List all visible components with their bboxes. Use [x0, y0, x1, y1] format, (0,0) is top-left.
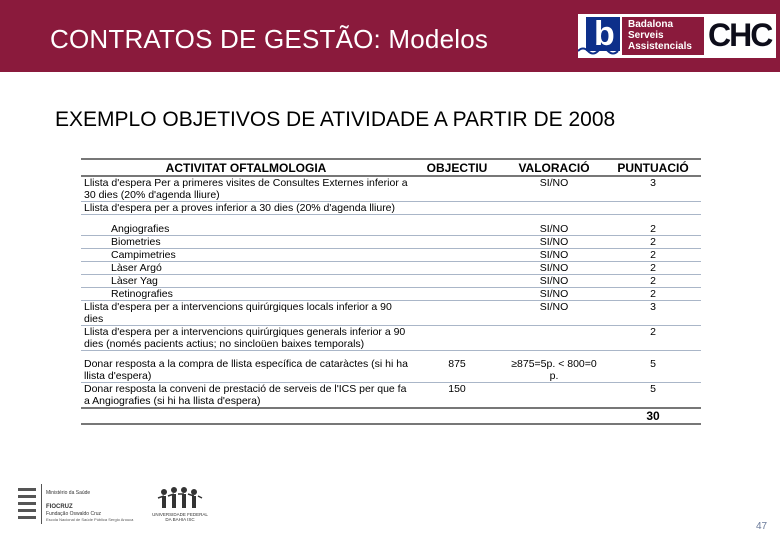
activity-cell: [81, 350, 411, 358]
score-cell: 2: [605, 248, 701, 261]
valuation-cell: SI/NO: [503, 176, 605, 202]
slide-subtitle: EXEMPLO OBJETIVOS DE ATIVIDADE A PARTIR DE 2008: [55, 108, 616, 131]
badalona-b-icon: b: [586, 17, 620, 51]
logo-line-2: Serveis: [628, 30, 664, 41]
page-title: CONTRATOS DE GESTÃO: Modelos: [50, 24, 489, 54]
score-cell: 2: [605, 325, 701, 350]
wave-icon: [578, 46, 622, 56]
score-cell: 5: [605, 383, 701, 409]
logo-line-3: Assistencials: [628, 41, 692, 52]
objective-cell: [411, 325, 503, 350]
valuation-cell: ≥875=5p. < 800=0 p.: [503, 358, 605, 383]
activity-cell: Làser Yag: [81, 274, 411, 287]
total-score: 30: [605, 408, 701, 424]
table-row: [81, 287, 701, 300]
objective-cell: [411, 202, 503, 215]
activity-cell: Llista d'espera per a proves inferior a 30 dies (20% d'agenda lliure): [81, 202, 411, 215]
table-row: [81, 248, 701, 261]
fiocruz-line-4: Escola Nacional de Saúde Pública Sergio Arouca: [46, 517, 134, 522]
table-row: [81, 300, 701, 325]
score-cell: 3: [605, 176, 701, 202]
table-spacer-row: [81, 215, 701, 223]
score-cell: 2: [605, 235, 701, 248]
header-valuation: VALORACIÓ: [503, 159, 605, 176]
fiocruz-logo: [14, 484, 144, 526]
table-row: [81, 261, 701, 274]
fiocruz-line-2: FIOCRUZ: [46, 504, 73, 510]
score-cell: 3: [605, 300, 701, 325]
score-cell: 5: [605, 358, 701, 383]
activity-cell: Campimetries: [81, 248, 411, 261]
objectives-table: [81, 158, 701, 425]
objective-cell: [411, 261, 503, 274]
table-row: [81, 235, 701, 248]
activity-cell: Llista d'espera Per a primeres visites de Consultes Externes inferior a 30 dies (20% d'agenda lliure): [81, 176, 411, 202]
score-cell: 2: [605, 274, 701, 287]
header-objective: OBJECTIU: [411, 159, 503, 176]
objective-cell: 150: [411, 383, 503, 409]
badalona-logo-text: [622, 17, 704, 55]
activity-cell: Donar resposta la conveni de prestació de serveis de l'ICS per que fa a Angiografies (si hi ha llista d'espera): [81, 383, 411, 409]
objective-cell: [411, 287, 503, 300]
chc-logo-text: CHC: [708, 17, 772, 53]
badalona-chc-logo: [578, 14, 776, 58]
table-row: [81, 358, 701, 383]
valuation-cell: [503, 325, 605, 350]
valuation-cell: [503, 202, 605, 215]
fiocruz-line-1: Ministério da Saúde: [46, 490, 91, 496]
activity-cell: Angiografies: [81, 223, 411, 236]
objective-cell: [411, 300, 503, 325]
table-row: [81, 274, 701, 287]
objective-cell: [411, 223, 503, 236]
activity-cell: Llista d'espera per a intervencions quirúrgiques generals inferior a 90 dies (només pacients actius; no sincloüen baixes temporals): [81, 325, 411, 350]
valuation-cell: SI/NO: [503, 235, 605, 248]
table-header-row: [81, 159, 701, 176]
objectives-table-container: [81, 158, 701, 425]
fiocruz-line-3: Fundação Oswaldo Cruz: [46, 511, 102, 517]
valuation-cell: SI/NO: [503, 274, 605, 287]
activity-cell: Làser Argó: [81, 261, 411, 274]
objective-cell: [411, 274, 503, 287]
objective-cell: [411, 235, 503, 248]
score-cell: 2: [605, 261, 701, 274]
score-cell: 2: [605, 287, 701, 300]
valuation-cell: SI/NO: [503, 287, 605, 300]
objective-cell: 875: [411, 358, 503, 383]
table-body: [81, 176, 701, 408]
score-cell: [605, 202, 701, 215]
activity-cell: Biometries: [81, 235, 411, 248]
header-bar: [0, 0, 780, 72]
people-group-icon: [150, 486, 210, 512]
table-row: [81, 223, 701, 236]
activity-cell: Donar resposta a la compra de llista específica de cataràctes (si hi ha llista d'espera): [81, 358, 411, 383]
valuation-cell: SI/NO: [503, 300, 605, 325]
table-total-row: [81, 408, 701, 424]
logo-line-1: Badalona: [628, 19, 674, 30]
score-cell: [605, 215, 701, 223]
table-row: [81, 176, 701, 202]
activity-cell: [81, 215, 411, 223]
objective-cell: [411, 176, 503, 202]
ufba-isc-logo: [150, 486, 210, 530]
activity-cell: Retinografies: [81, 287, 411, 300]
valuation-cell: [503, 215, 605, 223]
valuation-cell: [503, 350, 605, 358]
activity-cell: Llista d'espera per a intervencions quirúrgiques locals inferior a 90 dies: [81, 300, 411, 325]
valuation-cell: [503, 383, 605, 409]
page-number: 47: [756, 521, 768, 532]
header-score: PUNTUACIÓ: [605, 159, 701, 176]
score-cell: [605, 350, 701, 358]
table-row: [81, 202, 701, 215]
valuation-cell: SI/NO: [503, 261, 605, 274]
fiocruz-emblem-icon: [14, 484, 42, 524]
objective-cell: [411, 248, 503, 261]
valuation-cell: SI/NO: [503, 223, 605, 236]
valuation-cell: SI/NO: [503, 248, 605, 261]
table-row: [81, 325, 701, 350]
objective-cell: [411, 350, 503, 358]
table-row: [81, 383, 701, 409]
table-spacer-row: [81, 350, 701, 358]
ufba-caption: UNIVERSIDADE FEDERAL DA BAHIA ISC: [152, 512, 208, 522]
score-cell: 2: [605, 223, 701, 236]
header-activity: ACTIVITAT OFTALMOLOGIA: [81, 159, 411, 176]
objective-cell: [411, 215, 503, 223]
